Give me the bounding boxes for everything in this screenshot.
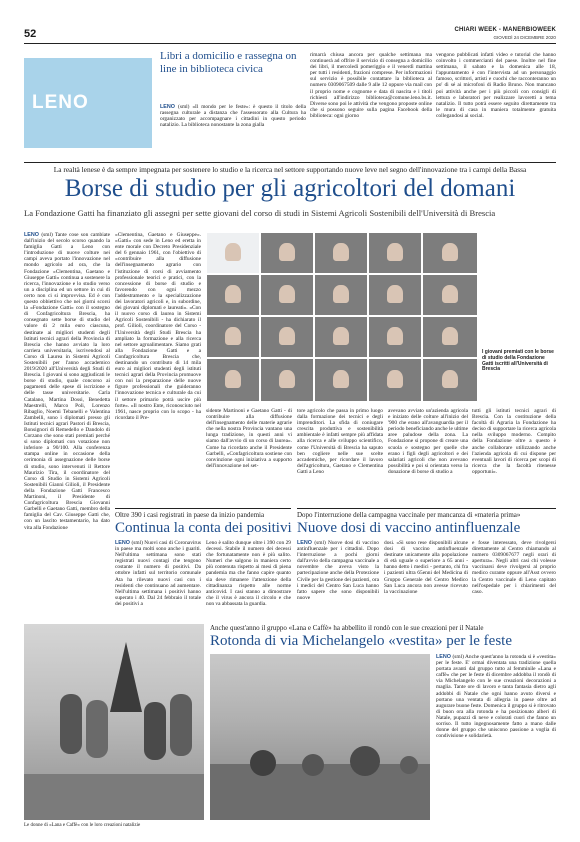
knitters-caption: Le donne di «Lana e Caffè» con le loro creazioni natalizie: [24, 823, 141, 828]
main-kicker: La realtà lenese è da sempre impegnata per sostenere lo studio e la ricerca nel settore supportando nuove leve nel segno dell'innovazione tra i campi della Bassa: [53, 165, 527, 174]
covid-col-2: Leno è salito dunque oltre i 390 con 29 decessi. Stabile il numero dei decessi che fortunatamente non è più salito. Numeri che salgono in maniera certo più contenuta rispetto ai mesi di piena pandemia ma che fanno capire quanto sia deve rimanere l'attenzione della cittadinanza rispetto alle norme anticovid. I casi stanno a dimostrare che il virus è ancora il circolo e che non va abbassata la guardia.: [206, 540, 291, 607]
vaccine-col-1: LENO (sml) Nuove dosi di vaccino antinfluenzale per i cittadini. Dopo l'interruzione a pochi giorni dall'avvio della campagna vaccinale a novembre che aveva visto la partecipazione anche della Protezione Civile per la gestione dei pazienti, ora i medici del Centro San Luca hanno fatto sapere che sono disponibili nuove: [297, 540, 379, 601]
section-badge: [24, 58, 152, 148]
covid-lead: LENO: [115, 540, 132, 546]
main-col-2: «Clementina, Gaetano e Giuseppe». «Gatti» con sede in Leno ed eretta in ente morale con Decreto Presidenziale del 6 gennaio 1961, con l'obiettivo di «contribuire alla diffusione dell'insegnamento agrario con l'istituzione di corsi di avviamento professionale teorici e pratici, con la concessione di borse di studio e favorendo con ogni mezzo l'addestramento e la specializzazione dei lavoratori agricoli e, in subordine, dei giovani diplomati e laureati». «Con il nuovo corso di laurea in Sistemi Agricoli Sostenibili - ha dichiarato il prof. Gilioli, coordinatore del Corso - l'Università degli Studi Brescia ha ampliato la formazione e alla ricerca nel settore agroalimentare. Siamo grati alla Fondazione Gatti e a Confagricoltura Brescia che, destinando un contributo di 14 mila euro ai migliori studenti degli istituti tecnici agrari della Provincia promuove con noi la preparazione delle nuove figure professionali che guideranno l'innovazione tecnica e culturale da cui il settore primario potrà uscire più forte». «Il nostro Ente, riconosciuto nel 1961, nasce proprio con lo scopo - ha ricordato il Pre-: [115, 232, 201, 421]
main-top-rule: [24, 162, 556, 163]
vaccine-lead: LENO: [297, 540, 315, 546]
rotonda-text: LENO (sml) Anche quest'anno la rotonda si è «vestita» per le feste. E' ormai diventata una tradizione quella portata avanti dal gruppo tutto al femminile «Lana e caffè» che per le feste di dicembre addobba il rondò di via Michelangelo con le sue creazioni decorazioni a maglia. Tante ore di lavoro e tanta fantasia dietro agli addobbi di Natale che ogni hanno avuto diversi e portano una ventata di allegria in paese oltre ad augurare buone feste. Domenica il gruppo si è ritrovato di buon ora alla rotonda e ha posizionato alberi di Natale, pupazzi di neve e colorati cuori che fanno un sorriso. Il tutto ingegnosamente fatto a mano dalle donne del gruppo che uniscono passione a voglia di condivisione e solidarietà.: [436, 654, 556, 740]
vaccine-col-2: dosi. «Si sono rese disponibili alcune dosi di vaccino antinfluenzale destinate unicamente alla popolazione di età uguale o superiore a 65 anni - hanno detto i medici - pertanto, chi fra i pazienti ultra 65enni del Medicina di Gruppo Generale del Centro Medico San Luca ancora non avesse ricevuto la vaccinazione: [384, 540, 468, 595]
paper-name: CHIARI WEEK - MANERBIOWEEK: [454, 27, 556, 33]
rotonda-lead: LENO: [436, 654, 453, 660]
top-headline: Libri a domicilio e rassegna on line in biblioteca civica: [160, 50, 297, 75]
vaccine-top-rule: [297, 508, 556, 509]
main-subhead: La Fondazione Gatti ha finanziato gli assegni per sette giovani del corso di studi in Sistemi Agricoli Sostenibili dell'Università di Brescia: [24, 208, 496, 218]
top-col-3: vengono pubblicati infatti video e tutorial che hanno coinvolto i commercianti del paese. Inoltre nel fine settimana, il sabato e la domenica alle 18, l'appuntamento è con l'intervista ad un personaggio famoso, scrittori, artisti e cuochi che racconteranno un po' di sé ai microfoni di Radio Bruno. Non mancano poi attività anche per i più piccoli con consigli di lettura e laboratori per realizzare lavoretti a tema natalizio. Il tutto potrà essere seguito direttamente tra le mura di casa in maniera totalmente gratuita collegandosi ai social.: [436, 52, 556, 119]
rotonda-headline: Rotonda di via Michelangelo «vestita» per le feste: [210, 633, 512, 649]
top-col-2: rimarrà chiusa ancora per qualche settimana ma continuerà ad offrire il servizio di consegna a domicilio dei libri, il mercoledì pomeriggio e il venerdì mattina per tutti i residenti, frazioni comprese. Per informazioni sul servizio è possibile contattare la biblioteca al numero 0309067509 dalle 9 alle 12 oppure via mail con il proprio nome e cognome e data di nascita e i titoli richiesti all'indirizzo biblioteca@comune.leno.bs.it. Diverse sono poi le attività che vengono proposte online che si possono seguire sulla pagina Facebook della biblioteca: ogni giorno: [310, 52, 432, 119]
covid-col-1: LENO (sml) Nuovi casi di Coronavirus in paese ma molti sono anche i guariti. Nell'ultima settimana sono stati registrati nuovi contagi che tengono costante il numero di positivi. Da ottobre infatti sul territorio comunale Ata ha rilevato nuovi casi con i residenti che continuano ad aumentare. Nell'ultima settimana i positivi hanno superato i 40. Dal 24 febbraio il totale dei positivi a: [115, 540, 201, 607]
knitters-photo: [24, 624, 204, 820]
main-headline: Borse di studio per gli agricoltori del domani: [64, 175, 516, 202]
header-rule: [24, 43, 556, 44]
issue-date: GIOVEDÌ 24 DICEMBRE 2020: [493, 35, 556, 40]
main-col-1: LENO (sml) Tante cose son cambiate dall'inizio del secolo scorso quando la famiglia Gatti a Leno con l'introduzione di nuove colture nei campi aveva portato l'innovazione nel mondo agricolo ad ora, che la Fondazione «Clementina, Gaetano e Giuseppe Gatti» continua a sostenere la ricerca, l'innovazione e lo studio verso un a disciplina ed un settore in cui di certo non ci si improvvisa. Ed è con questo obbiettivo che nei giorni scorsi la «Fondazione Gatti» con il sostegno di Confagricoltura Brescia, ha consegnato sette borse di studio del valore di 2 mila euro ciascuna, destinate ai migliori studenti degli Istituti tecnici agrari della Provincia di Brescia che hanno avviato la loro carriera universitaria, iscrivendosi al Corso di Laurea in Sistemi Agricoli Sostenibili per l'anno accademico 2019/2020 all'Università degli Studi di Brescia. I giovani si sono aggiudicati le borse di studio, quale concorso ai pagamenti delle spese di iscrizione e delle tasse universitarie. Carla Catalano, Martina Dossi, Benedetta Maestrelli, Marco Poli, Lorenzo Ribaglio, Noemi Tebanelli e Valentina Zambelli, sono i diplomati presso gli Istituti tecnici agrari Pastori di Brescia, Bonsignori di Remedello e Dandolo di Corzano che sono stati premiati perché si sono diplomati con votazione non inferiore a 90/100. Alla conferenza stampa online in occasione della cerimonia di assegnazione delle borse di studio, sono intervenuti il Rettore Maurizio Tira, il coordinatore del Corso di Studio in Sistemi Agricoli Sostenibili Gianni Gilioli, il Presidente della Fondazione Gatti Francesco Martinoni, il Presidente di Confagricoltura Brescia Giovanni Garbelli e Gaetano Gatti, membro della famiglia del Cav. Giuseppe Gatti che, con un lascito testamentario, ha dato vita alla Fondazione: [24, 232, 110, 531]
covid-headline: Continua la conta dei positivi: [115, 520, 292, 536]
video-call-caption: I giovani premiati con le borse di studio della Fondazione Gatti iscritti all'Università di Brescia: [482, 349, 554, 373]
main-col-4: tore agricolo che passa in primo luogo dalla formazione dei tecnici e degli imprenditori. La sfida di coniugare crescita produttiva e sostenibilità ambientale è infatti sempre più affidata alla ricerca e alle sviluppo scientifico, come l'Università di Brescia ha saputo ben cogliere nelle sue scelte accademiche, per ricordare il lavoro dell'agricoltura, Gaetano e Clementina Gatti a Leno: [297, 408, 383, 475]
vaccine-kicker: Dopo l'interruzione della campagna vaccinale per mancanza di «materia prima»: [297, 511, 521, 519]
covid-top-rule: [115, 508, 291, 509]
roundabout-photo: [210, 654, 430, 820]
top-lead: LENO: [160, 104, 179, 110]
vaccine-col-3: e fosse interessato, deve rivolgersi direttamente al Centro chiamando al numero 0309067677 negli orari di apertura». Negli altri casi chi volesse vaccinarsi deve rivolgersi al proprio medico curante oppure all'Asst ovvero la Centro vaccinale di Leno capitato nell'ospedale per i chiarimenti del caso.: [472, 540, 556, 595]
main-col-3: sidente Martinoni e Gaetano Gatti - di contribuire alla diffusione dell'insegnamento delle materie agrarie che nella nostra Provincia vantano una lunga tradizione, in questi anni vi siamo dall'avvio di un corso di laurea». Come ha ricordato anche il Presidente Garbelli, «Confagricoltura sostiene con convinzione ogni iniziativa a supporto dell'innovazione nel set-: [206, 408, 292, 469]
main-col-5: avevano avviato un'azienda agricola e iniziato delle colture all'inizio del '900 che erano all'avanguardia per il periodo beneficiando anche le ultime aree paludose della zona. La Fondazione si propone di creare una scuola e sostegno per quelle che erano i figli degli agricoltori e dei salariati agricoli che non avevano possibilità e poi si orientata verso la donazione di borse di studio a: [388, 408, 468, 475]
covid-kicker: Oltre 390 i casi registrati in paese da inizio pandemia: [115, 511, 265, 519]
page-number: 52: [24, 28, 37, 40]
top-col-1: LENO (sml) «Il mondo per le feste»: è questo il titolo della rassegna culturale a distanza che l'assessorato alla Cultura ha organizzato per accompagnare i cittadini in questo periodo natalizio. La biblioteca nonostante la zona gialla: [160, 104, 306, 129]
main-col-6: tutti gli istituti tecnici agrari di Brescia. Con la costituzione della facoltà di Agraria la Fondazione ha deciso di supportare la ricerca agricola nella sviluppo moderno. Compito della Fondazione oltre a questo è anche collaborare utilizzando anche l'azienda agricola di cui dispone per eventuali lavori di ricerca per scopi di ricerca che la facoltà ritenesse opportuni».: [472, 408, 556, 475]
main-lead: LENO: [24, 232, 42, 238]
section-label: LENO: [32, 92, 89, 113]
top-article: [160, 50, 556, 158]
rotonda-kicker: Anche quest'anno il gruppo «Lana e Caffè» ha abbellito il rondò con le sue creazioni per il Natale: [210, 624, 484, 632]
vaccine-headline: Nuove dosi di vaccino antinfluenzale: [297, 520, 521, 536]
video-call-photo: [206, 232, 478, 402]
